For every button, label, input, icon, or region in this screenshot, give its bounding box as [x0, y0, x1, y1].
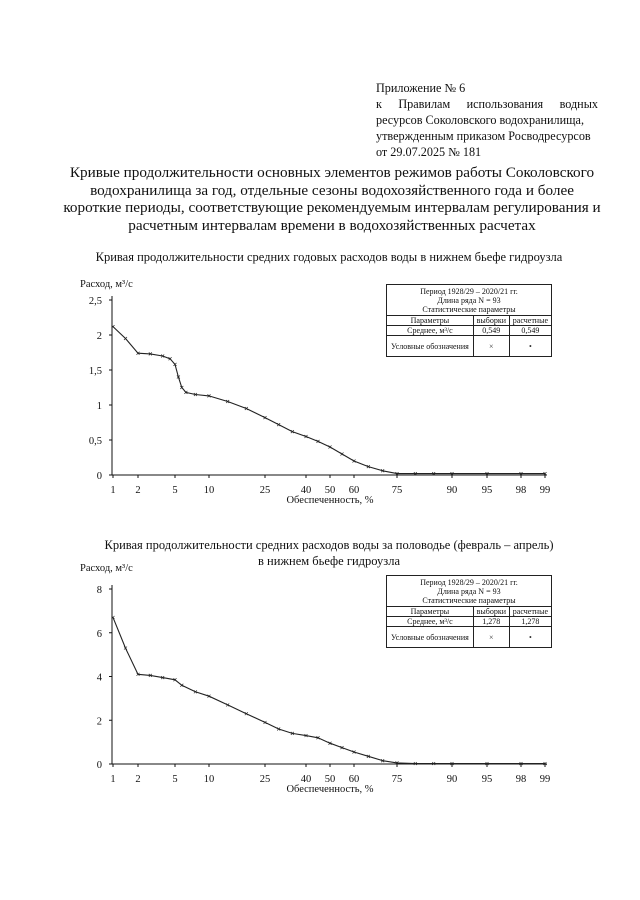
- chart2-legend-symbol-sample: ×: [473, 627, 509, 648]
- document-title: Кривые продолжительности основных элементов режимов работы Соколовского водохранилища за год, отдельные сезоны водохозяйственного года и более короткие периоды, соответствующие рекомендуемым интервалам регулирования и расчетным интервалам времени в водохозяйственных расчетах: [63, 164, 601, 234]
- chart2-title-line2: в нижнем бьефе гидроузла: [257, 554, 401, 568]
- chart1-legend-symbols-label: Условные обозначения: [387, 336, 473, 357]
- appendix-reservoir: ресурсов Соколовского водохранилища,: [376, 113, 584, 127]
- chart1-x-tick-label: 99: [539, 485, 551, 496]
- chart2-x-tick-label: 75: [391, 774, 403, 785]
- chart2-x-tick-label: 60: [348, 774, 360, 785]
- chart1-x-tick-label: 98: [515, 485, 527, 496]
- chart2-legend-params-title: Статистические параметры: [422, 596, 516, 605]
- chart2-legend-col2: выборки: [473, 607, 509, 617]
- chart1-y-tick-label: 2: [96, 331, 102, 342]
- chart2-x-tick-label: 90: [446, 774, 458, 785]
- appendix-date: от 29.07.2025 № 181: [376, 145, 482, 159]
- chart1-legend-table: [387, 315, 551, 356]
- chart1-point: [124, 337, 127, 340]
- chart1-x-tick-label: 10: [203, 485, 215, 496]
- chart1-x-tick-label: 2: [135, 485, 141, 496]
- chart1-y-tick-label: 1,5: [88, 366, 102, 377]
- chart1-legend-col2: выборки: [473, 316, 509, 326]
- chart1-x-tick-label: 75: [391, 485, 403, 496]
- chart1-x-tick-label: 1: [110, 485, 116, 496]
- appendix-order: утвержденным приказом Росводресурсов: [376, 129, 591, 143]
- chart2-y-label: Расход, м³/с: [80, 563, 133, 574]
- chart2-x-tick-label: 99: [539, 774, 551, 785]
- chart2-legend-symbols-label: Условные обозначения: [387, 627, 473, 648]
- chart2-y-tick-label: 6: [96, 628, 102, 640]
- chart1-legend-length: Длина ряда N = 93: [437, 296, 501, 305]
- chart2-legend: [386, 575, 552, 648]
- chart1-x-tick-label: 60: [348, 485, 360, 496]
- chart1-x-tick-label: 40: [300, 485, 312, 496]
- appendix-number: Приложение № 6: [376, 81, 466, 95]
- chart1-legend-params-title: Статистические параметры: [422, 305, 516, 314]
- chart2-legend-mean-label: Среднее, м³/с: [387, 617, 473, 627]
- chart1-title: Кривая продолжительности средних годовых расходов воды в нижнем бьефе гидроузла: [95, 250, 563, 264]
- appendix-rules-ref: к Правилам использования водных: [376, 97, 598, 111]
- chart1-legend-symbol-sample: ×: [473, 336, 509, 357]
- chart2-x-tick-label: 98: [515, 774, 527, 785]
- chart2-x-tick-label: 1: [110, 774, 116, 785]
- chart1-x-tick-label: 95: [481, 485, 493, 496]
- chart2-x-tick-label: 40: [300, 774, 312, 785]
- chart1-x-tick-label: 5: [172, 485, 178, 496]
- chart2-legend-col3: расчетные: [509, 607, 551, 617]
- chart1-x-tick-label: 25: [259, 485, 271, 496]
- chart2-x-tick-label: 5: [172, 774, 178, 785]
- chart2-y-tick-label: 8: [96, 585, 102, 596]
- chart1-x-tick-label: 50: [324, 485, 336, 496]
- chart2-legend-col1: Параметры: [387, 607, 473, 617]
- chart1-y-tick-label: 2,5: [88, 296, 102, 307]
- chart1-legend-mean-label: Среднее, м³/с: [387, 326, 473, 336]
- chart2-y-tick-label: 0: [96, 760, 102, 771]
- chart1-legend-mean-calc: 0,549: [509, 326, 551, 336]
- chart2-y-tick-label: 2: [96, 716, 102, 728]
- chart1-legend-col1: Параметры: [387, 316, 473, 326]
- chart1-legend-period: Период 1928/29 – 2020/21 гг.: [420, 287, 518, 296]
- chart2-legend-length: Длина ряда N = 93: [437, 587, 501, 596]
- chart1-legend-mean-sample: 0,549: [473, 326, 509, 336]
- chart2-legend-table: [387, 606, 551, 647]
- chart2-x-tick-label: 95: [481, 774, 493, 785]
- chart2-x-tick-label: 25: [259, 774, 271, 785]
- chart2-legend-period: Период 1928/29 – 2020/21 гг.: [420, 578, 518, 587]
- chart1-y-tick-label: 0,5: [88, 436, 102, 447]
- chart1-legend-col3: расчетные: [509, 316, 551, 326]
- chart2-x-tick-label: 10: [203, 774, 215, 785]
- chart1-y-label: Расход, м³/с: [80, 279, 133, 290]
- chart2-legend-symbol-calc: •: [509, 627, 551, 648]
- chart1-x-label: Обеспеченность, %: [286, 495, 374, 506]
- chart2-x-tick-label: 50: [324, 774, 336, 785]
- chart1-y-tick-label: 0: [96, 471, 102, 482]
- chart1-x-tick-label: 90: [446, 485, 458, 496]
- chart2-legend-mean-calc: 1,278: [509, 617, 551, 627]
- chart2-y-tick-label: 4: [96, 672, 102, 684]
- chart1-legend: [386, 284, 552, 357]
- chart2-legend-mean-sample: 1,278: [473, 617, 509, 627]
- chart2-x-label: Обеспеченность, %: [286, 784, 374, 795]
- chart1-legend-symbol-calc: •: [509, 336, 551, 357]
- chart1-y-tick-label: 1: [96, 401, 102, 412]
- chart2-title-line1: Кривая продолжительности средних расходов воды за половодье (февраль – апрель): [104, 538, 554, 552]
- chart2-x-tick-label: 2: [135, 774, 141, 785]
